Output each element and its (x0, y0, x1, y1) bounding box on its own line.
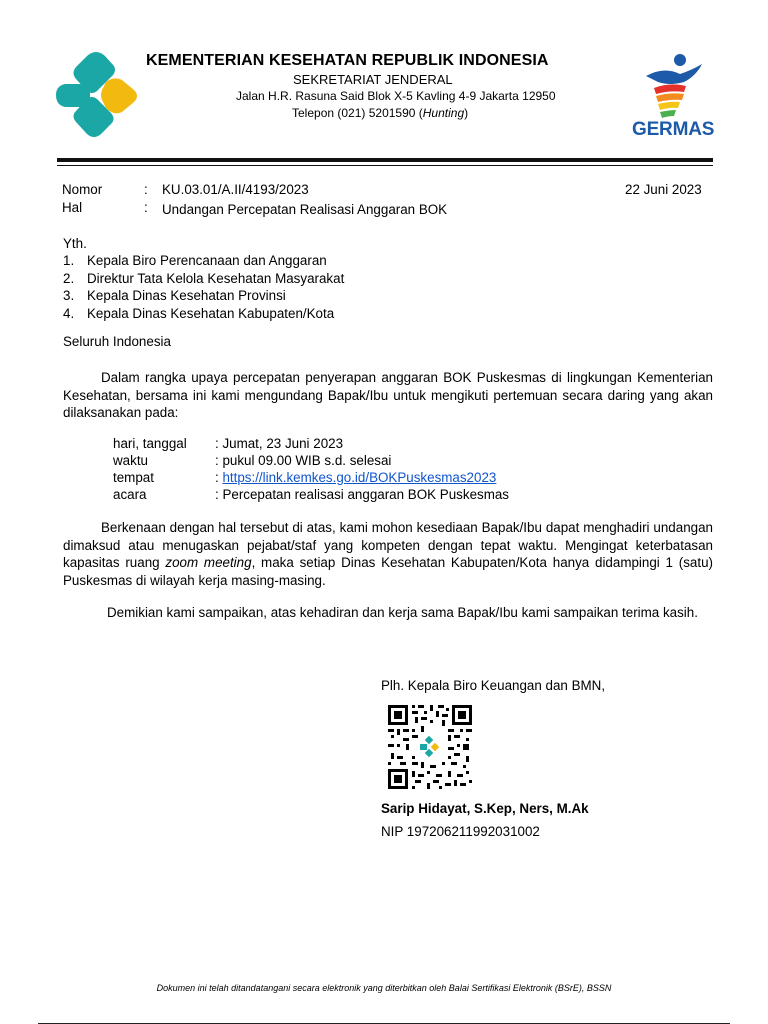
e-signature-note: Dokumen ini telah ditandatangani secara elektronik yang diterbitkan oleh Balai Sertifikasi Elektronik (BSrE), BSSN (156, 983, 612, 993)
list-item: 3. Kepala Dinas Kesehatan Provinsi (63, 288, 286, 303)
header-divider-thin (57, 165, 713, 166)
body-paragraph-3: Demikian kami sampaikan, atas kehadiran dan kerja sama Bapak/Ibu kami sampaikan terima kasih. (107, 605, 698, 620)
event-row: waktu : pukul 09.00 WIB s.d. selesai (113, 453, 392, 468)
list-item: 4. Kepala Dinas Kesehatan Kabupaten/Kota (63, 305, 335, 321)
body-paragraph-2: Berkenaan dengan hal tersebut di atas, kami mohon kesediaan Bapak/Ibu dapat menghadiri undangan dimaksud atau menugaskan pejabat/staf yang kompeten dengan tepat waktu. Mengingat keterbatasan kapasitas ruang zoom meeting, maka setiap Dinas Kesehatan Kabupaten/Kota hanya didampingi 1 (satu) Puskesmas di wilayah kerja masing-masing. (63, 520, 714, 588)
hal-value: Undangan Percepatan Realisasi Anggaran BOK (162, 202, 448, 217)
hal-label: Hal (62, 200, 83, 215)
nomor-label: Nomor (62, 182, 103, 197)
meeting-link[interactable]: https://link.kemkes.go.id/BOKPuskesmas2023 (222, 470, 497, 485)
unit-name: SEKRETARIAT JENDERAL (293, 72, 453, 87)
kemenkes-logo-icon (54, 50, 140, 138)
germas-logo-icon (640, 52, 708, 120)
header-divider-thick (57, 158, 713, 162)
yth-label: Yth. (63, 236, 87, 251)
list-item: 1. Kepala Biro Perencanaan dan Anggaran (63, 253, 327, 268)
signatory-nip: NIP 197206211992031002 (381, 824, 540, 839)
hal-separator: : (144, 200, 148, 215)
germas-wordmark: GERMAS (632, 119, 715, 140)
recipient-scope: Seluruh Indonesia (63, 334, 171, 349)
qr-code-icon (386, 703, 474, 791)
list-item: 2. Direktur Tata Kelola Kesehatan Masyarakat (63, 270, 345, 286)
nomor-separator: : (144, 182, 148, 197)
office-address: Jalan H.R. Rasuna Said Blok X-5 Kavling 4-9 Jakarta 12950 (236, 89, 556, 103)
recipient-list (63, 252, 344, 322)
event-row: hari, tanggal : Jumat, 23 Juni 2023 (113, 436, 344, 451)
ministry-name: KEMENTERIAN KESEHATAN REPUBLIK INDONESIA (146, 52, 549, 69)
letter-date: 22 Juni 2023 (625, 182, 702, 197)
event-row: tempat : https://link.kemkes.go.id/BOKPuskesmas2023 (113, 470, 497, 485)
signatory-title: Plh. Kepala Biro Keuangan dan BMN, (381, 678, 606, 693)
signatory-name: Sarip Hidayat, S.Kep, Ners, M.Ak (381, 801, 589, 816)
event-details (113, 435, 509, 503)
body-paragraph-1: Dalam rangka upaya percepatan penyerapan anggaran BOK Puskesmas di lingkungan Kementerian Kesehatan, bersama ini kami mengundang Bapak/Ibu untuk mengikuti pertemuan secara daring yang akan dilaksanakan pada: (63, 370, 713, 420)
event-row: acara : Percepatan realisasi anggaran BOK Puskesmas (113, 487, 510, 502)
office-phone: Telepon (021) 5201590 (Hunting) (292, 106, 469, 120)
nomor-value: KU.03.01/A.II/4193/2023 (162, 182, 309, 197)
